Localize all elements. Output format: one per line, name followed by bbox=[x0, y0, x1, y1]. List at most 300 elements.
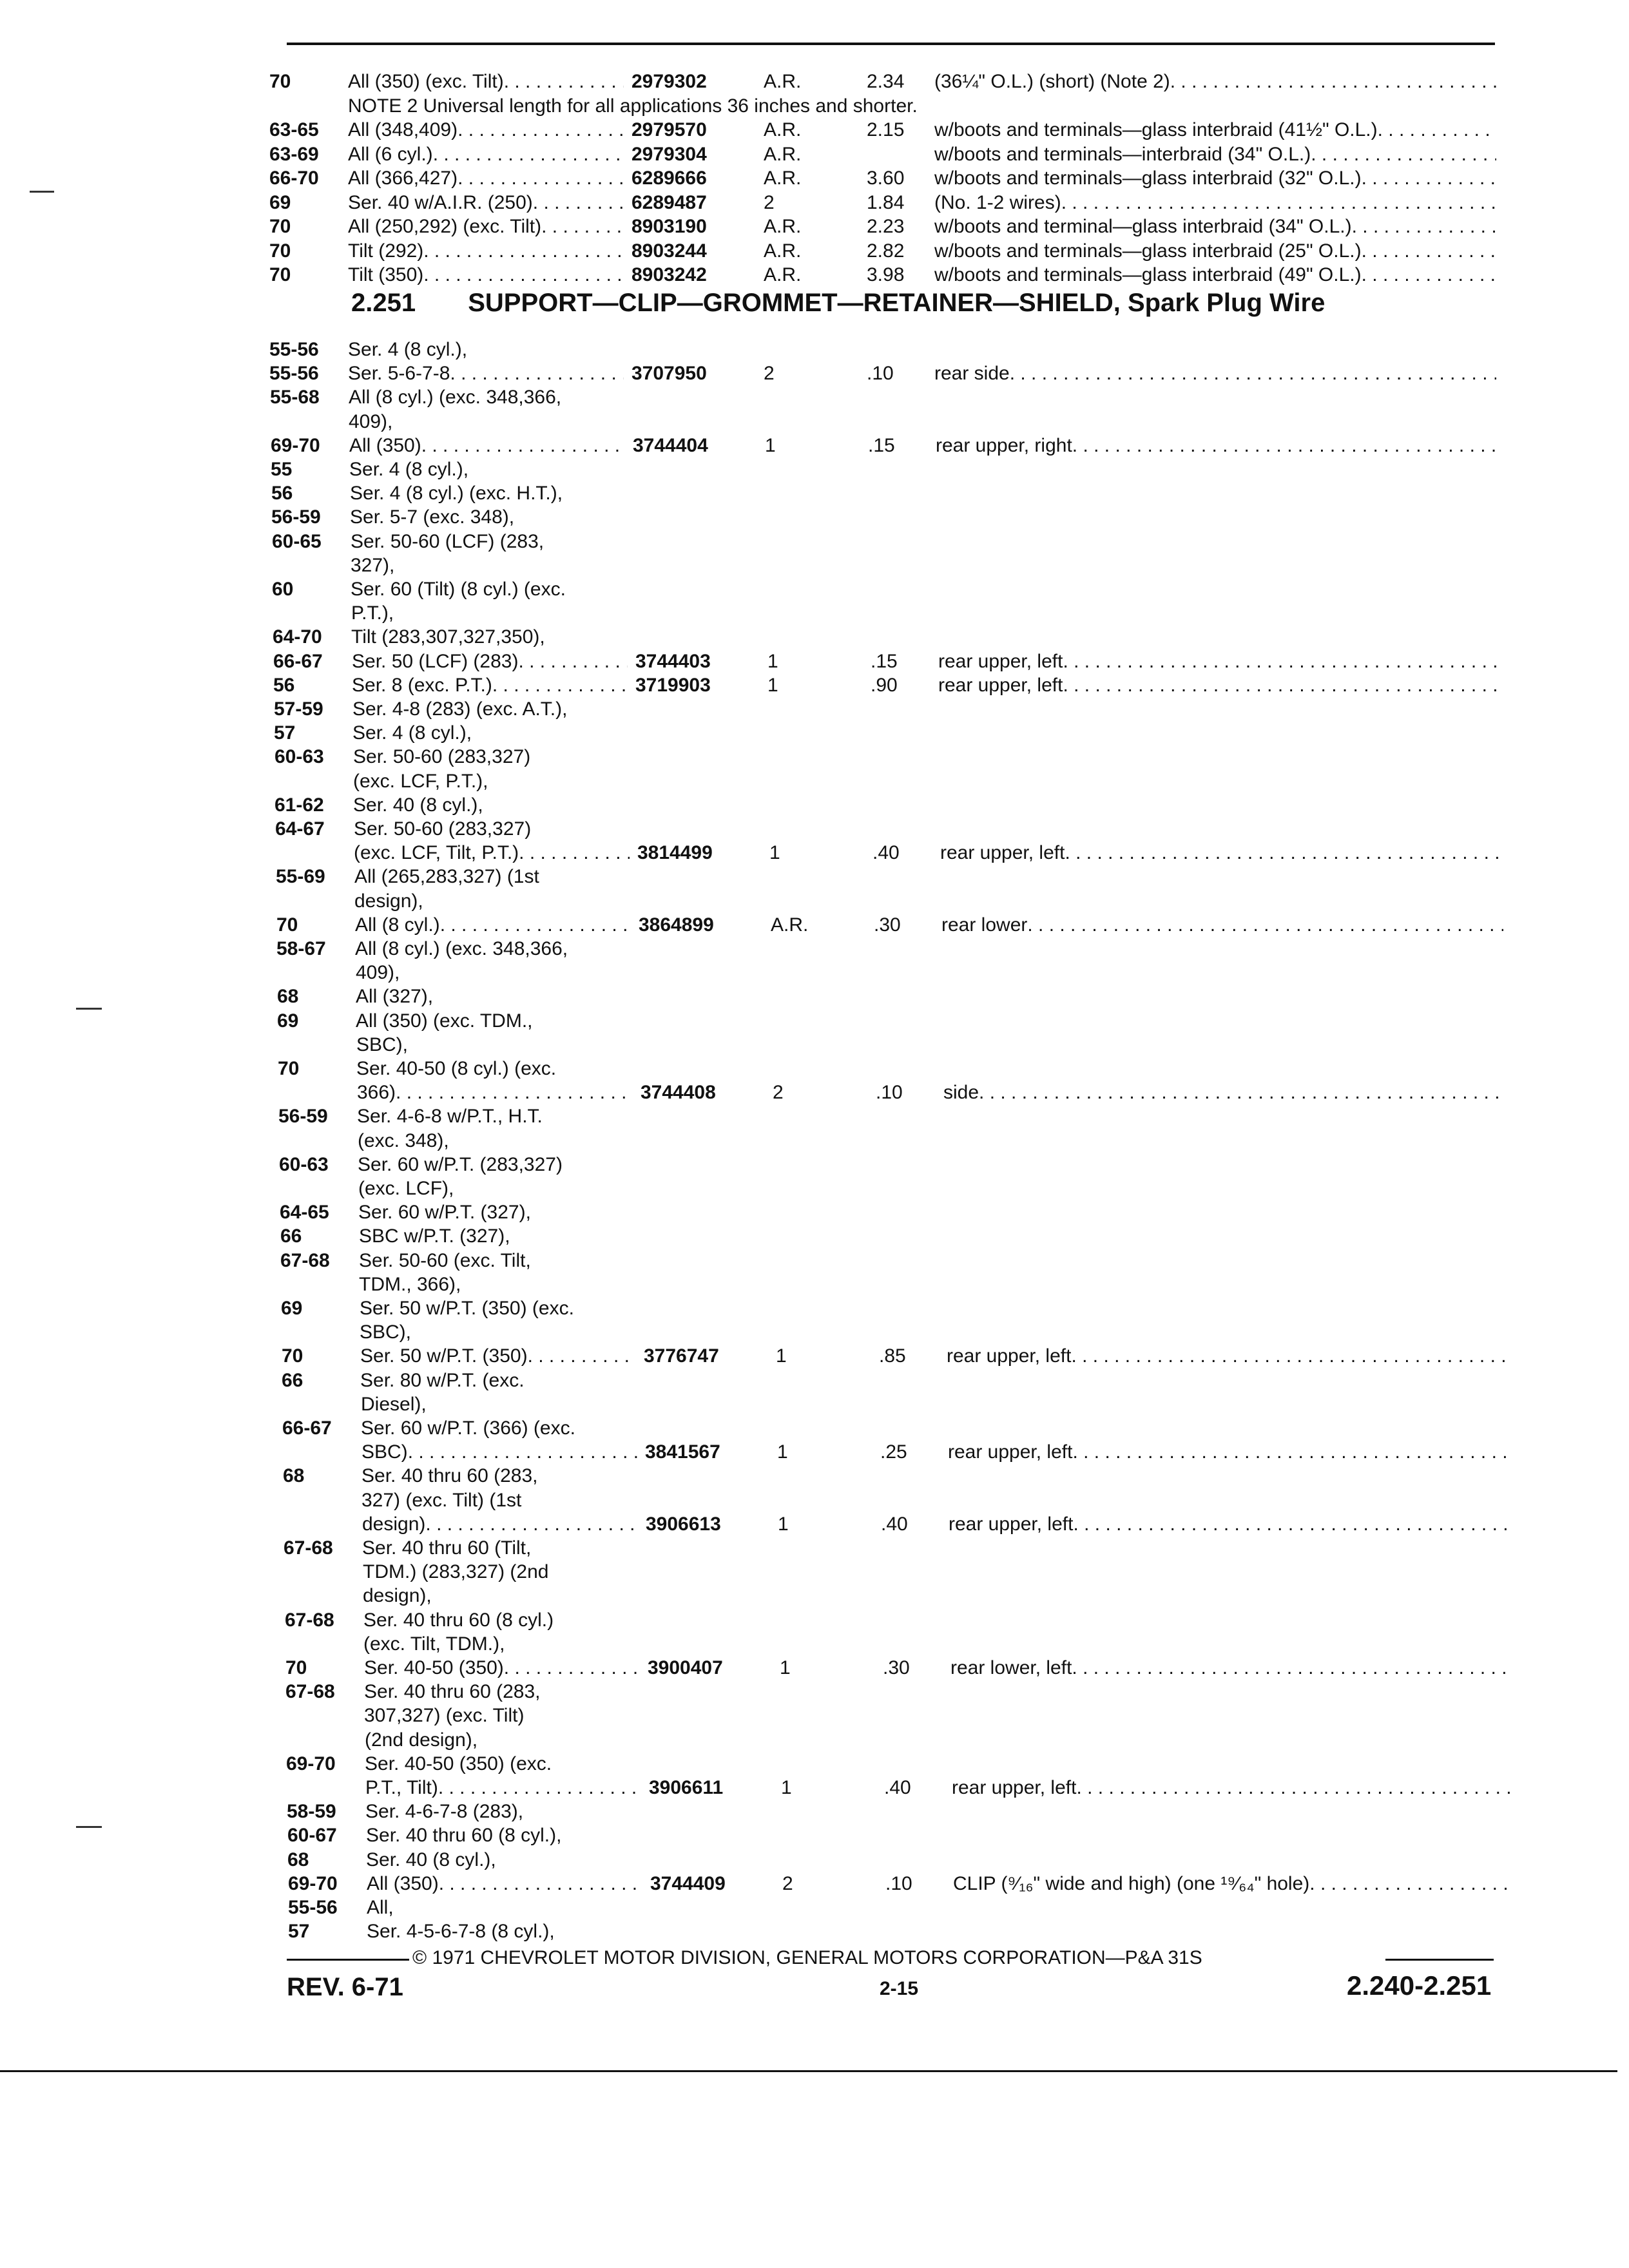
model-year: 55 bbox=[271, 459, 293, 480]
part-description bbox=[934, 263, 1496, 287]
application bbox=[367, 1919, 555, 1944]
application bbox=[351, 577, 566, 602]
part-number: 8903244 bbox=[631, 240, 707, 262]
part-number: 3841567 bbox=[645, 1441, 720, 1463]
application-text: All (327), bbox=[356, 986, 434, 1008]
application-text: Ser. 50-60 (exc. Tilt, bbox=[359, 1249, 531, 1271]
part-description bbox=[934, 142, 1496, 167]
application bbox=[348, 263, 624, 287]
application bbox=[348, 142, 624, 167]
application bbox=[352, 697, 567, 722]
quantity: A.R. bbox=[764, 71, 802, 92]
part-description-text: rear upper, right bbox=[936, 434, 1072, 456]
application-text: 409), bbox=[349, 410, 393, 432]
part-description-text: w/boots and terminals—glass interbraid (25" O.L.) bbox=[934, 240, 1362, 262]
application-text: Ser. 4-6-8 w/P.T., H.T. bbox=[357, 1106, 543, 1128]
model-year: 68 bbox=[287, 1849, 309, 1870]
part-number: 3707950 bbox=[631, 363, 707, 385]
application bbox=[365, 1728, 477, 1753]
price: 2.82 bbox=[867, 240, 905, 262]
application-text: Ser. 4 (8 cyl.), bbox=[352, 722, 472, 744]
model-year: 63-69 bbox=[269, 143, 319, 165]
price: .40 bbox=[884, 1777, 911, 1798]
application-text: (exc. LCF, Tilt, P.T.) bbox=[354, 842, 519, 864]
model-year: 64-65 bbox=[280, 1202, 329, 1224]
application-text: (exc. LCF, P.T.), bbox=[353, 770, 488, 792]
application-text: SBC), bbox=[356, 1033, 409, 1055]
leader-dots bbox=[408, 1440, 637, 1465]
price: .30 bbox=[874, 914, 901, 936]
application-text: All (250,292) (exc. Tilt) bbox=[348, 216, 542, 237]
bottom-rule bbox=[0, 2070, 1617, 2072]
model-year: 69 bbox=[269, 191, 291, 213]
leader-dots bbox=[1362, 166, 1496, 191]
quantity: 1 bbox=[767, 674, 778, 696]
application-text: TDM., 366), bbox=[359, 1273, 461, 1295]
quantity: 2 bbox=[764, 191, 775, 213]
price: .40 bbox=[881, 1513, 908, 1535]
model-year: 69-70 bbox=[288, 1872, 338, 1894]
application-text: All (8 cyl.) (exc. 348,366, bbox=[355, 938, 568, 959]
part-number: 3744403 bbox=[635, 650, 711, 672]
model-year: 66-67 bbox=[282, 1418, 332, 1439]
part-description bbox=[938, 673, 1500, 698]
application bbox=[350, 505, 514, 530]
application bbox=[361, 1488, 521, 1513]
leader-dots bbox=[396, 1081, 633, 1105]
model-year: 67-68 bbox=[280, 1249, 330, 1271]
application-text: Ser. 60 w/P.T. (327), bbox=[358, 1202, 531, 1224]
application bbox=[362, 1536, 531, 1561]
application-text: Ser. 4-8 (283) (exc. A.T.), bbox=[352, 698, 568, 720]
part-description-text: w/boots and terminals—glass interbraid (32" O.L.) bbox=[934, 168, 1362, 189]
application-text: All (8 cyl.) (exc. 348,366, bbox=[349, 387, 562, 408]
leader-dots bbox=[533, 191, 624, 215]
price: 3.60 bbox=[867, 168, 905, 189]
application bbox=[364, 1656, 640, 1680]
model-year: 70 bbox=[276, 914, 298, 936]
part-description-text: rear upper, left bbox=[949, 1513, 1074, 1535]
price: .10 bbox=[876, 1082, 903, 1104]
leader-dots bbox=[1362, 263, 1496, 287]
application bbox=[348, 191, 624, 215]
quantity: A.R. bbox=[764, 240, 802, 262]
leader-dots bbox=[421, 434, 625, 458]
model-year: 56 bbox=[273, 674, 295, 696]
price: .15 bbox=[871, 650, 898, 672]
application bbox=[354, 817, 531, 841]
part-description bbox=[940, 841, 1502, 865]
application-text: All (6 cyl.) bbox=[348, 143, 433, 165]
leader-dots bbox=[1170, 70, 1496, 94]
leader-dots bbox=[1065, 841, 1502, 865]
leader-dots bbox=[450, 361, 624, 386]
application-text: Ser. 40-50 (350) bbox=[364, 1657, 504, 1678]
application bbox=[359, 1273, 461, 1297]
application bbox=[365, 1752, 552, 1776]
application-text: Ser. 50-60 (283,327) bbox=[353, 746, 531, 768]
application-text: Ser. 80 w/P.T. (exc. bbox=[360, 1369, 525, 1391]
application-text: Ser. 60 w/P.T. (283,327) bbox=[358, 1153, 563, 1175]
leader-dots bbox=[423, 263, 624, 287]
application bbox=[351, 553, 394, 578]
part-description-text: w/boots and terminal—glass interbraid (34" O.L.) bbox=[934, 216, 1352, 237]
application bbox=[364, 1704, 524, 1728]
price: 2.34 bbox=[867, 71, 905, 92]
application bbox=[361, 1464, 538, 1488]
application bbox=[364, 1680, 541, 1704]
leader-dots bbox=[423, 239, 624, 264]
part-number: 2979304 bbox=[631, 143, 707, 165]
application bbox=[354, 841, 630, 865]
price: .10 bbox=[867, 363, 894, 385]
leader-dots bbox=[433, 142, 624, 167]
leader-dots bbox=[1311, 142, 1496, 167]
application bbox=[356, 1009, 533, 1033]
application bbox=[348, 215, 624, 239]
model-year: 60-63 bbox=[279, 1153, 329, 1175]
part-description bbox=[934, 166, 1496, 191]
part-description-text: w/boots and terminals—interbraid (34" O.L.) bbox=[934, 143, 1311, 165]
application-text: Tilt (350) bbox=[348, 264, 424, 285]
application bbox=[351, 625, 545, 649]
leader-dots bbox=[519, 841, 630, 865]
application-text: All (8 cyl.) bbox=[355, 914, 440, 936]
leader-dots bbox=[518, 649, 628, 674]
application bbox=[348, 239, 624, 264]
application-text: design), bbox=[354, 890, 423, 912]
quantity: 1 bbox=[778, 1513, 789, 1535]
section-heading bbox=[351, 289, 1325, 318]
application bbox=[355, 913, 631, 937]
part-number: 3864899 bbox=[639, 914, 714, 936]
application-text: P.T., Tilt) bbox=[365, 1777, 438, 1798]
application bbox=[363, 1632, 505, 1657]
leader-dots bbox=[979, 1081, 1505, 1105]
application bbox=[367, 1872, 642, 1896]
application bbox=[363, 1560, 548, 1584]
application bbox=[348, 166, 624, 191]
application-text: Ser. 40-50 (350) (exc. bbox=[365, 1753, 552, 1774]
margin-mark bbox=[76, 1826, 102, 1828]
leader-dots bbox=[458, 166, 624, 191]
model-year: 58-59 bbox=[287, 1801, 336, 1823]
application-text: Ser. 4 (8 cyl.), bbox=[349, 459, 469, 480]
application bbox=[356, 1033, 408, 1057]
model-year: 69 bbox=[281, 1298, 303, 1319]
quantity: A.R. bbox=[764, 264, 802, 285]
model-year: 55-68 bbox=[270, 387, 320, 408]
application bbox=[361, 1392, 427, 1417]
part-description bbox=[934, 215, 1496, 239]
leader-dots bbox=[504, 70, 624, 94]
application bbox=[360, 1296, 574, 1321]
application bbox=[351, 601, 394, 626]
application bbox=[367, 1896, 394, 1920]
leader-dots bbox=[1072, 434, 1498, 458]
leader-dots bbox=[1072, 1440, 1510, 1465]
model-year: 70 bbox=[269, 71, 291, 92]
footer-rule-left bbox=[287, 1959, 409, 1961]
application-text: Tilt (283,307,327,350), bbox=[351, 626, 545, 648]
leader-dots bbox=[528, 1344, 636, 1369]
leader-dots bbox=[492, 673, 628, 698]
leader-dots bbox=[1378, 118, 1496, 142]
part-description-text: rear upper, left bbox=[938, 674, 1063, 696]
part-description bbox=[934, 70, 1496, 94]
model-year: 55-56 bbox=[269, 363, 319, 385]
top-rule bbox=[287, 43, 1495, 45]
application bbox=[360, 1369, 525, 1393]
application-text: design) bbox=[362, 1513, 426, 1535]
part-number: 3744408 bbox=[641, 1082, 716, 1104]
application bbox=[358, 1129, 449, 1153]
part-description-text: w/boots and terminals—glass interbraid (49" O.L.) bbox=[934, 264, 1362, 285]
leader-dots bbox=[458, 118, 624, 142]
price: 2.15 bbox=[867, 119, 905, 140]
quantity: 1 bbox=[769, 842, 780, 864]
application-text: Ser. 4 (8 cyl.), bbox=[348, 339, 468, 360]
application-text: (exc. LCF), bbox=[358, 1178, 454, 1199]
part-description-text: rear upper, left bbox=[947, 1345, 1072, 1367]
application-text: Ser. 40 thru 60 (8 cyl.), bbox=[366, 1825, 562, 1847]
footer-rule-right bbox=[1385, 1959, 1494, 1961]
leader-dots bbox=[1027, 913, 1503, 937]
application-text: (2nd design), bbox=[365, 1729, 478, 1751]
part-description bbox=[953, 1872, 1515, 1896]
quantity: 1 bbox=[781, 1777, 792, 1798]
part-description bbox=[950, 1656, 1512, 1680]
leader-dots bbox=[440, 913, 631, 937]
leader-dots bbox=[504, 1656, 640, 1680]
application bbox=[366, 1823, 561, 1848]
application bbox=[348, 70, 624, 94]
quantity: A.R. bbox=[764, 168, 802, 189]
application bbox=[356, 1057, 556, 1081]
price: .40 bbox=[872, 842, 900, 864]
model-year: 57 bbox=[274, 722, 296, 744]
application-text: All (350) (exc. TDM., bbox=[356, 1010, 533, 1032]
application bbox=[348, 338, 467, 362]
quantity: 1 bbox=[780, 1657, 791, 1678]
application bbox=[359, 1224, 510, 1249]
application-text: Ser. 50 w/P.T. (350) bbox=[360, 1345, 528, 1367]
application bbox=[361, 1440, 637, 1465]
model-year: 57-59 bbox=[274, 698, 323, 720]
part-description-text: rear lower, left bbox=[950, 1657, 1072, 1678]
leader-dots bbox=[1072, 1656, 1512, 1680]
part-description bbox=[947, 1344, 1509, 1369]
application-text: Ser. 8 (exc. P.T.) bbox=[352, 674, 492, 696]
application-text: Ser. 4-5-6-7-8 (8 cyl.), bbox=[367, 1921, 555, 1943]
part-number: 2979302 bbox=[631, 71, 707, 92]
application bbox=[353, 745, 530, 769]
application-text: SBC), bbox=[360, 1321, 412, 1343]
application bbox=[348, 361, 624, 386]
application-text: Ser. 60 (Tilt) (8 cyl.) (exc. bbox=[351, 579, 566, 600]
part-description-text: rear upper, left bbox=[938, 650, 1063, 672]
leader-dots bbox=[1071, 1344, 1509, 1369]
application bbox=[349, 457, 468, 482]
model-year: 67-68 bbox=[285, 1609, 334, 1631]
part-number: 8903242 bbox=[631, 264, 707, 285]
price: 3.98 bbox=[867, 264, 905, 285]
application-text: 327), bbox=[351, 554, 395, 576]
part-description bbox=[941, 913, 1503, 937]
application-text: Ser. 50-60 (283,327) bbox=[354, 818, 532, 840]
model-year: 60-65 bbox=[272, 530, 322, 552]
application-text: Ser. 40 thru 60 (Tilt, bbox=[362, 1537, 532, 1559]
part-description-text: side bbox=[943, 1082, 979, 1104]
application-text: Ser. 40 thru 60 (8 cyl.) bbox=[363, 1609, 554, 1631]
application bbox=[349, 385, 561, 410]
part-number: 6289666 bbox=[631, 168, 707, 189]
application-text: P.T.), bbox=[351, 602, 394, 624]
price: .15 bbox=[868, 434, 895, 456]
leader-dots bbox=[1362, 239, 1496, 264]
quantity: 1 bbox=[776, 1345, 787, 1367]
part-description bbox=[949, 1512, 1510, 1537]
model-year: 56-59 bbox=[278, 1106, 328, 1128]
application-text: 409), bbox=[356, 962, 400, 984]
application-text: All (350) bbox=[349, 434, 421, 456]
application bbox=[358, 1153, 563, 1177]
model-year: 58-67 bbox=[276, 938, 326, 959]
section-number: 2.251 bbox=[351, 289, 416, 317]
leader-dots bbox=[1063, 673, 1500, 698]
application bbox=[351, 530, 544, 554]
section-range: 2.240-2.251 bbox=[1347, 1970, 1492, 2001]
application-text: 307,327) (exc. Tilt) bbox=[364, 1705, 525, 1727]
application bbox=[350, 481, 563, 506]
part-description bbox=[938, 649, 1500, 674]
section-title: SUPPORT—CLIP—GROMMET—RETAINER—SHIELD, Spark Plug Wire bbox=[468, 289, 1325, 317]
margin-mark bbox=[30, 191, 54, 193]
model-year: 67-68 bbox=[284, 1537, 333, 1559]
model-year: 68 bbox=[277, 986, 299, 1008]
part-description-text: rear lower bbox=[941, 914, 1028, 936]
application bbox=[359, 1249, 531, 1273]
table-note: NOTE 2 Universal length for all applications 36 inches and shorter. bbox=[348, 95, 918, 117]
application-text: Ser. 5-6-7-8 bbox=[348, 363, 450, 385]
application-text: Ser. 50 w/P.T. (350) (exc. bbox=[360, 1298, 574, 1319]
price: .85 bbox=[879, 1345, 906, 1367]
part-description bbox=[934, 118, 1496, 142]
price: 2.23 bbox=[867, 216, 905, 237]
application bbox=[352, 673, 628, 698]
part-number: 3776747 bbox=[644, 1345, 719, 1367]
model-year: 70 bbox=[282, 1345, 304, 1367]
application bbox=[366, 1848, 496, 1872]
leader-dots bbox=[541, 215, 624, 239]
model-year: 69-70 bbox=[271, 434, 320, 456]
application-text: Ser. 5-7 (exc. 348), bbox=[350, 506, 515, 528]
application-text: TDM.) (283,327) (2nd bbox=[363, 1561, 549, 1583]
application bbox=[354, 889, 423, 914]
model-year: 55-56 bbox=[269, 339, 319, 360]
model-year: 69-70 bbox=[286, 1753, 336, 1774]
application-text: Ser. 40 (8 cyl.), bbox=[366, 1849, 496, 1870]
application-text: 366) bbox=[357, 1082, 396, 1104]
application-text: Ser. 4 (8 cyl.) (exc. H.T.), bbox=[350, 483, 563, 505]
part-number: 3900407 bbox=[648, 1657, 723, 1678]
part-description bbox=[948, 1440, 1510, 1465]
part-number: 3906611 bbox=[649, 1777, 724, 1798]
application bbox=[355, 937, 568, 961]
model-year: 66-67 bbox=[273, 650, 323, 672]
application-text: Ser. 40-50 (8 cyl.) (exc. bbox=[356, 1058, 557, 1079]
application-text: Tilt (292) bbox=[348, 240, 424, 262]
quantity: 2 bbox=[764, 363, 775, 385]
model-year: 60-67 bbox=[287, 1825, 337, 1847]
model-year: 70 bbox=[269, 216, 291, 237]
application-text: SBC) bbox=[361, 1441, 408, 1463]
leader-dots bbox=[1352, 215, 1496, 239]
model-year: 60-63 bbox=[275, 746, 324, 768]
part-number: 3744409 bbox=[650, 1872, 726, 1894]
model-year: 55-69 bbox=[276, 866, 325, 888]
revision-label: REV. 6-71 bbox=[287, 1973, 403, 2001]
application bbox=[360, 1344, 636, 1369]
model-year: 64-70 bbox=[273, 626, 322, 648]
application bbox=[349, 434, 625, 458]
part-number: 6289487 bbox=[631, 191, 707, 213]
model-year: 70 bbox=[269, 240, 291, 262]
application bbox=[353, 793, 483, 818]
leader-dots bbox=[1063, 649, 1500, 674]
model-year: 69 bbox=[277, 1010, 299, 1032]
application-text: All (265,283,327) (1st bbox=[354, 866, 539, 888]
application-text: Ser. 40 thru 60 (283, bbox=[361, 1465, 538, 1487]
application-text: (exc. 348), bbox=[358, 1129, 449, 1151]
part-number: 3906613 bbox=[646, 1513, 721, 1535]
part-description-text: w/boots and terminals—glass interbraid (41½" O.L.) bbox=[934, 119, 1378, 140]
part-description-text: rear side bbox=[934, 363, 1010, 385]
model-year: 68 bbox=[283, 1465, 305, 1487]
part-number: 3744404 bbox=[633, 434, 708, 456]
part-description bbox=[934, 361, 1496, 386]
price: .25 bbox=[880, 1441, 907, 1463]
application-text: All (366,427) bbox=[348, 168, 458, 189]
leader-dots bbox=[1061, 191, 1496, 215]
model-year: 70 bbox=[269, 264, 291, 285]
application bbox=[352, 721, 472, 745]
leader-dots bbox=[1010, 361, 1496, 386]
part-description-text: rear upper, left bbox=[952, 1777, 1077, 1798]
leader-dots bbox=[439, 1872, 642, 1896]
application bbox=[349, 410, 392, 434]
quantity: A.R. bbox=[771, 914, 809, 936]
part-description-text: rear upper, left bbox=[948, 1441, 1073, 1463]
price: 1.84 bbox=[867, 191, 905, 213]
leader-dots bbox=[438, 1776, 641, 1800]
quantity: 2 bbox=[773, 1082, 784, 1104]
application-text: SBC w/P.T. (327), bbox=[359, 1225, 510, 1247]
model-year: 56-59 bbox=[271, 506, 321, 528]
application bbox=[352, 649, 628, 674]
application-text: All, bbox=[367, 1897, 394, 1918]
part-number: 3814499 bbox=[637, 842, 713, 864]
margin-mark bbox=[76, 1008, 102, 1010]
application-text: Ser. 40 (8 cyl.), bbox=[353, 794, 483, 816]
application bbox=[356, 985, 433, 1009]
quantity: 1 bbox=[777, 1441, 788, 1463]
application bbox=[362, 1512, 638, 1537]
application-text: All (350) bbox=[367, 1872, 439, 1894]
page-number: 2-15 bbox=[880, 1978, 919, 1999]
quantity: A.R. bbox=[764, 216, 802, 237]
application-text: Ser. 4-6-7-8 (283), bbox=[365, 1801, 524, 1823]
